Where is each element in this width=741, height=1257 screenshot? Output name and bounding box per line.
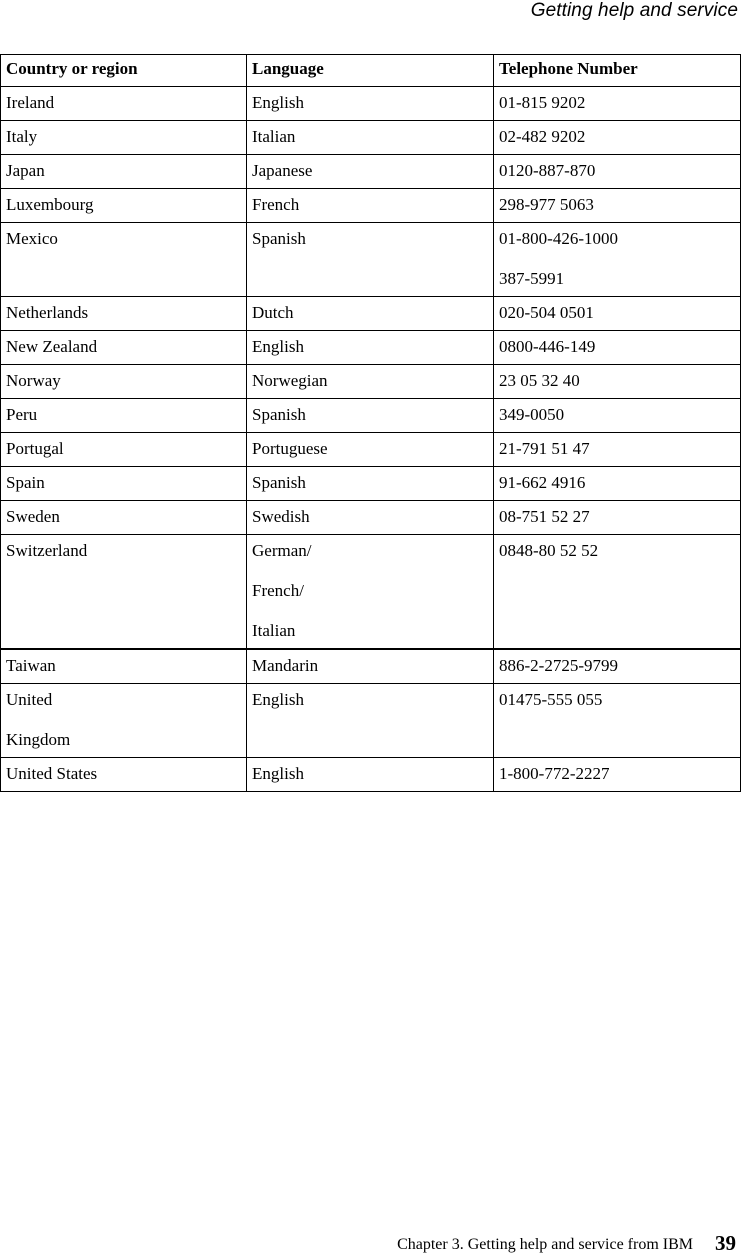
cell-language [247,87,494,121]
cell-language [247,189,494,223]
cell-text: Kingdom [6,730,71,749]
cell-text: Italian [252,127,296,146]
cell-text: English [252,764,304,783]
cell-text: English [252,337,304,356]
table-row [1,189,741,223]
column-header-country: Country or region [1,55,247,87]
cell-text: 349-0050 [499,405,565,424]
cell-telephone [494,331,741,365]
cell-telephone [494,649,741,684]
page-footer [397,1229,736,1257]
cell-country [1,535,247,650]
cell-text: Ireland [6,93,55,112]
cell-text: Mandarin [252,656,319,675]
cell-country [1,684,247,758]
column-header-telephone: Telephone Number [494,55,741,87]
cell-telephone [494,297,741,331]
cell-text: New Zealand [6,337,98,356]
cell-text: 1-800-772-2227 [499,764,610,783]
contact-table [0,54,741,792]
table-row [1,758,741,792]
cell-telephone [494,121,741,155]
cell-text: Luxembourg [6,195,94,214]
cell-text: 886-2-2725-9799 [499,656,618,675]
cell-text: 0800-446-149 [499,337,596,356]
table-body [1,87,741,792]
cell-text: Italy [6,127,38,146]
cell-country [1,365,247,399]
cell-country [1,121,247,155]
cell-text: Taiwan [6,656,56,675]
cell-language [247,155,494,189]
cell-text: Mexico [6,229,58,248]
cell-text: Dutch [252,303,294,322]
cell-text: 020-504 0501 [499,303,594,322]
cell-country [1,297,247,331]
cell-text: 298-977 5063 [499,195,594,214]
cell-language [247,649,494,684]
cell-language [247,433,494,467]
page-number: 39 [715,1231,736,1255]
cell-text: Spanish [252,229,306,248]
table-row [1,223,741,297]
cell-text: United States [6,764,98,783]
cell-text: Sweden [6,507,60,526]
cell-telephone [494,155,741,189]
table-row [1,684,741,758]
table-row [1,399,741,433]
table-row [1,501,741,535]
cell-text: French [252,195,300,214]
cell-language [247,297,494,331]
table-row [1,433,741,467]
cell-language [247,365,494,399]
column-header-language: Language [247,55,494,87]
cell-country [1,399,247,433]
cell-language [247,399,494,433]
running-head: Getting help and service [530,0,738,21]
cell-text: Portuguese [252,439,328,458]
cell-text: 08-751 52 27 [499,507,590,526]
cell-text: 01-815 9202 [499,93,586,112]
cell-text: Japan [6,161,45,180]
cell-text: Switzerland [6,541,88,560]
cell-text: German/ [252,541,312,560]
cell-text: Norwegian [252,371,328,390]
cell-country [1,433,247,467]
cell-text: Portugal [6,439,64,458]
cell-text: Spanish [252,473,306,492]
cell-telephone [494,501,741,535]
cell-text: Japanese [252,161,313,180]
cell-country [1,223,247,297]
cell-language [247,223,494,297]
cell-telephone [494,467,741,501]
cell-text: 01-800-426-1000 [499,229,618,248]
footer-chapter-title: Chapter 3. Getting help and service from IBM [397,1236,693,1253]
cell-language [247,331,494,365]
cell-text: English [252,690,304,709]
cell-telephone [494,189,741,223]
table-row [1,365,741,399]
cell-text: United [6,690,53,709]
cell-telephone [494,535,741,650]
cell-language [247,684,494,758]
table-row [1,121,741,155]
table-row [1,649,741,684]
cell-telephone [494,684,741,758]
cell-text: 23 05 32 40 [499,371,580,390]
header-row [1,55,741,87]
cell-text: 0120-887-870 [499,161,596,180]
cell-country [1,758,247,792]
cell-text: 387-5991 [499,269,565,288]
table-row [1,155,741,189]
cell-text: Spanish [252,405,306,424]
cell-country [1,155,247,189]
cell-text: 02-482 9202 [499,127,586,146]
table-row [1,87,741,121]
cell-text: French/ [252,581,304,600]
table-row [1,467,741,501]
cell-text: Norway [6,371,61,390]
cell-text: English [252,93,304,112]
cell-telephone [494,433,741,467]
cell-text: Spain [6,473,45,492]
cell-text: Peru [6,405,38,424]
cell-language [247,467,494,501]
cell-language [247,501,494,535]
cell-text: Italian [252,621,296,640]
cell-language [247,121,494,155]
cell-text: 21-791 51 47 [499,439,590,458]
cell-country [1,501,247,535]
cell-text: Netherlands [6,303,89,322]
table-row [1,297,741,331]
cell-country [1,649,247,684]
cell-text: 91-662 4916 [499,473,586,492]
cell-text: 0848-80 52 52 [499,541,599,560]
cell-country [1,189,247,223]
cell-country [1,467,247,501]
table-header [1,55,741,87]
cell-telephone [494,365,741,399]
cell-country [1,87,247,121]
cell-telephone [494,87,741,121]
cell-text: 01475-555 055 [499,690,603,709]
cell-country [1,331,247,365]
cell-text: Swedish [252,507,310,526]
cell-telephone [494,758,741,792]
cell-telephone [494,399,741,433]
cell-telephone [494,223,741,297]
table-row [1,331,741,365]
cell-language [247,535,494,650]
cell-language [247,758,494,792]
table-row [1,535,741,650]
